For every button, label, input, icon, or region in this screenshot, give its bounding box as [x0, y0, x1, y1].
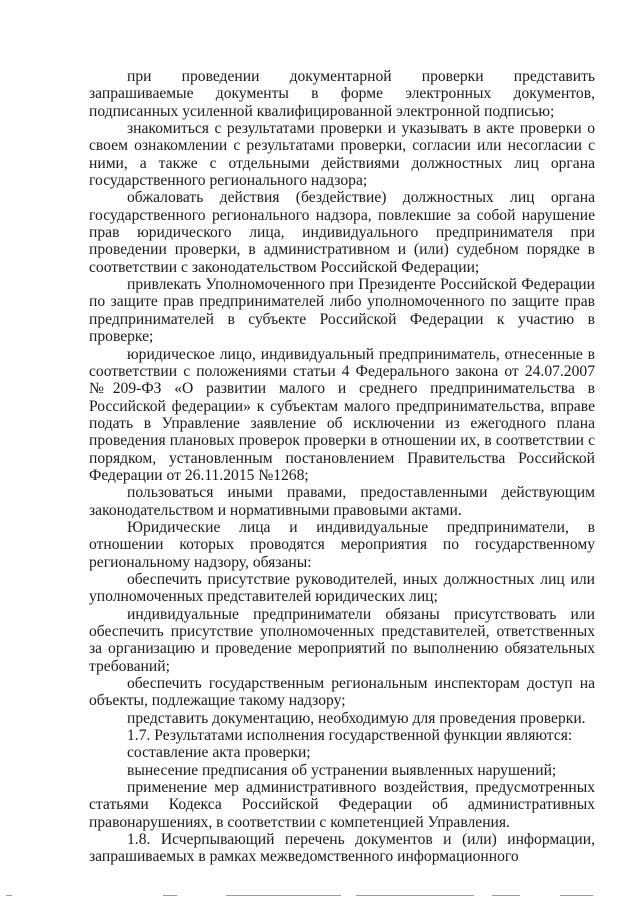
paragraph-inspection-act: составление акта проверки;: [127, 744, 311, 762]
paragraph-involve-ombudsman: привлекать Уполномоченного при Президенте Российской Федерации по защите прав предпринимателей либо уполномоченного по защите прав предпринимателей в субъекте Российской Федерации к участию в проверке;: [89, 276, 595, 346]
paragraph-familiarize-results: знакомиться с результатами проверки и указывать в акте проверки о своем ознакомлении с результатами проверки, согласии или несогласии с ними, а также с отдельными действиями должностных лиц органа государственного регионального надзора;: [89, 120, 595, 190]
document-body: [89, 68, 595, 866]
paragraph-ensure-presence: обеспечить присутствие руководителей, иных должностных лиц или уполномоченных представителей юридических лиц;: [89, 570, 595, 606]
paragraph-provide-documentation: представить документацию, необходимую для проведения проверки.: [127, 709, 586, 727]
paragraph-obligations-intro: Юридические лица и индивидуальные предприниматели, в отношении которых проводятся мероприятия по государственному региональному надзору, обязаны:: [89, 518, 595, 571]
paragraph-ensure-access: обеспечить государственным региональным инспекторам доступ на объекты, подлежащие такому надзору;: [89, 675, 595, 710]
paragraph-documentary-check: при проведении документарной проверки представить запрашиваемые документы в форме электронных документов, подписанных усиленной квалифицированной электронной подписью;: [89, 68, 595, 120]
paragraph-small-business-exclusion: юридическое лицо, индивидуальный предприниматель, отнесенные в соответствии с положениями статьи 4 Федерального закона от 24.07.2007 №209-ФЗ «О развитии малого и среднего предпринимательства в Российской федерации» к субъектам малого предпринимательства, вправе подать в Управление заявление об исключении из ежегодного плана проведения плановых проверок проверки в отношении их, в соответствии с порядком, установленным постановлением Правительства Российской Федерации от 26.11.2015 №1268;: [89, 345, 595, 484]
paragraph-section-1-8: 1.8. Исчерпывающий перечень документов и (или) информации, запрашиваемых в рамках межведомственного информационного: [89, 831, 595, 866]
paragraph-entrepreneurs-presence: индивидуальные предприниматели обязаны присутствовать или обеспечить присутствие уполномоченных представителей, ответственных за организацию и проведение мероприятий по выполнению обязательных требований;: [89, 605, 595, 675]
paragraph-appeal-actions: обжаловать действия (бездействие) должностных лиц органа государственного регионального надзора, повлекшие за собой нарушение прав юридического лица, индивидуального предпринимателя при проведении проверки, в административном и (или) судебном порядке в соответствии с законодательством Российской Федерации;: [89, 189, 595, 276]
paragraph-issue-order: вынесение предписания об устранении выявленных нарушений;: [127, 761, 557, 779]
paragraph-other-rights: пользоваться иными правами, предоставленными действующим законодательством и нормативными правовыми актами.: [89, 484, 595, 519]
scan-bottom-edge: [0, 893, 640, 899]
paragraph-administrative-measures: применение мер административного воздействия, предусмотренных статьями Кодекса Российской Федерации об административных правонарушениях, в соответствии с компетенцией Управления.: [89, 779, 595, 831]
paragraph-section-1-7: 1.7. Результатами исполнения государственной функции являются:: [127, 727, 573, 745]
